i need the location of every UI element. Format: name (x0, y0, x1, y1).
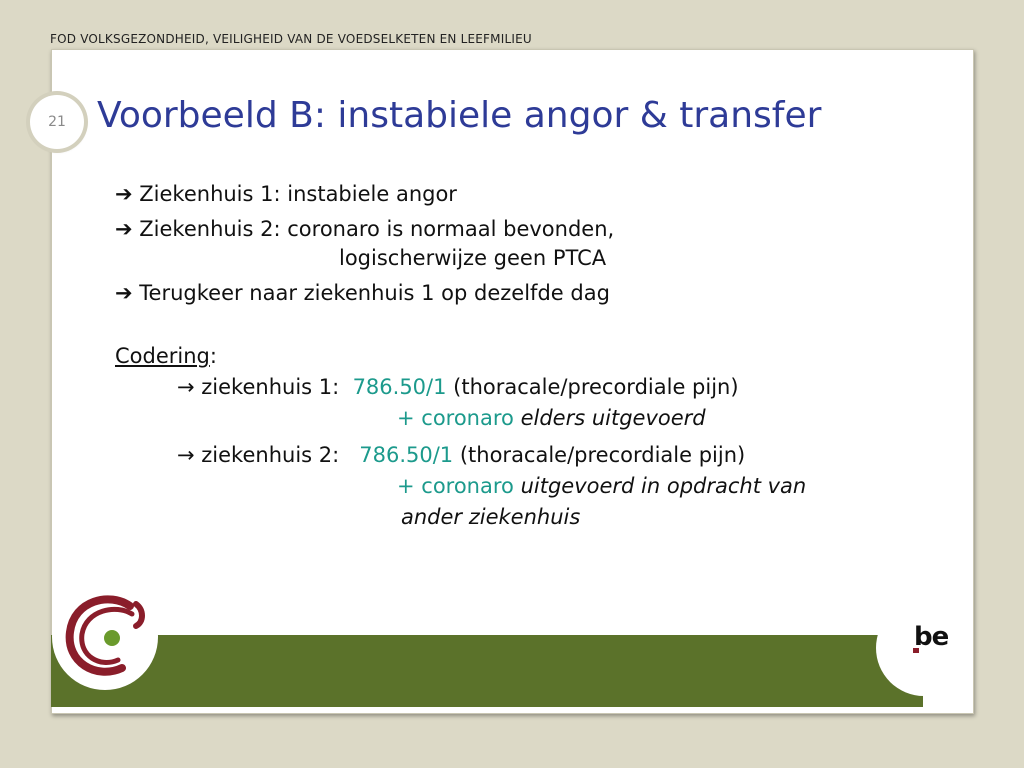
coding-row-1-extra (115, 404, 935, 433)
bullet-text: Ziekenhuis 1: instabiele angor (132, 182, 457, 206)
coding-label: Codering (115, 344, 210, 368)
slide-title: Voorbeeld B: instabiele angor & transfer (97, 95, 822, 136)
slide-content (115, 180, 935, 532)
coding-row-1 (115, 373, 935, 402)
fod-logo-icon (52, 584, 158, 690)
arrow-icon: ➔ (115, 182, 133, 206)
coding-row-2 (115, 441, 935, 470)
coding-italic: elders uitgevoerd (513, 406, 706, 430)
coding-plus: + coronaro (397, 474, 514, 498)
bullet-continuation: logischerwijze geen PTCA (339, 246, 607, 270)
footer-band (51, 635, 923, 707)
coding-code: 786.50/1 (352, 375, 447, 399)
coding-italic-2: ander ziekenhuis (401, 505, 581, 529)
coding-italic: uitgevoerd in opdracht van (513, 474, 807, 498)
coding-description: (thoracale/precordiale pijn) (446, 375, 739, 399)
organization-header: FOD VOLKSGEZONDHEID, VEILIGHEID VAN DE VOEDSELKETEN EN LEEFMILIEU (50, 32, 532, 46)
bullet-1 (115, 180, 935, 209)
slide-number-badge: 21 (30, 95, 84, 149)
coding-plus: + coronaro (397, 406, 514, 430)
arrow-right-icon: → (177, 443, 195, 467)
bullet-3 (115, 279, 935, 308)
arrow-icon: ➔ (115, 217, 133, 241)
coding-row-2-extra (115, 472, 935, 501)
coding-row-2-extra-2 (115, 503, 935, 532)
coding-colon: : (209, 344, 217, 368)
bullet-2 (115, 215, 935, 273)
arrow-icon: ➔ (115, 281, 133, 305)
coding-prefix: ziekenhuis 2: (194, 443, 360, 467)
coding-prefix: ziekenhuis 1: (194, 375, 353, 399)
arrow-right-icon: → (177, 375, 195, 399)
bullet-text: Terugkeer naar ziekenhuis 1 op dezelfde dag (132, 281, 610, 305)
coding-heading (115, 342, 935, 371)
organization-logo-badge (52, 584, 158, 690)
coding-code: 786.50/1 (359, 443, 454, 467)
coding-description: (thoracale/precordiale pijn) (453, 443, 746, 467)
bullet-text: Ziekenhuis 2: coronaro is normaal bevonden, (132, 217, 615, 241)
be-logo-text: be (914, 622, 949, 652)
